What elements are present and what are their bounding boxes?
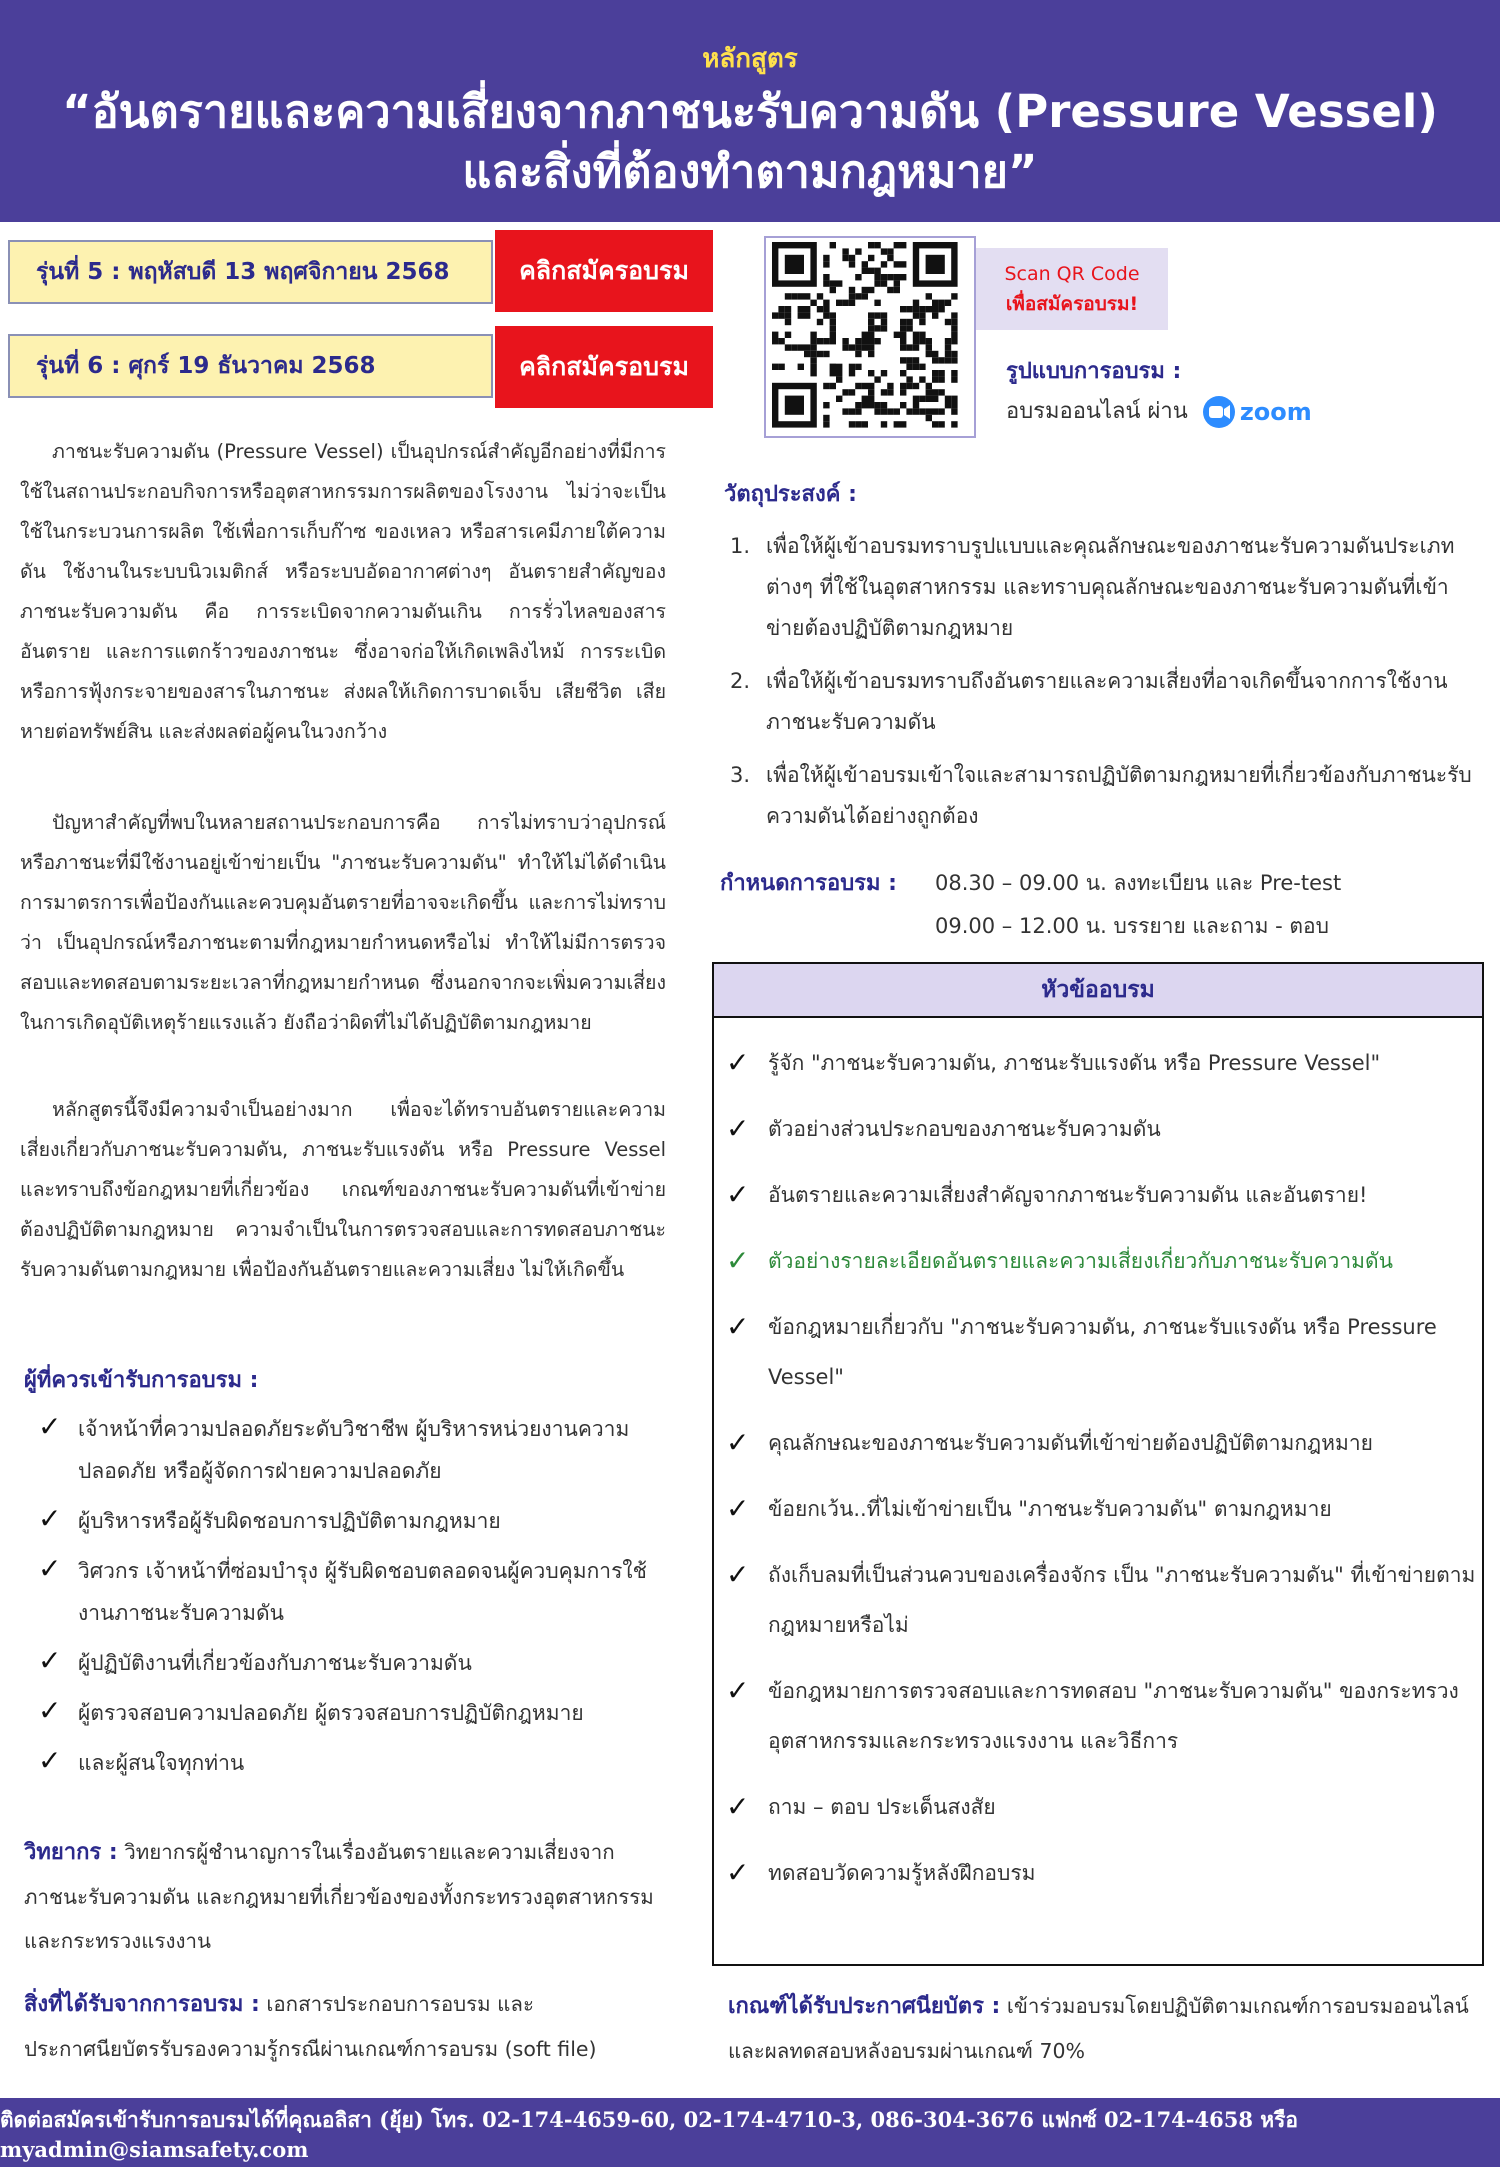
- check-icon: ✓: [726, 1492, 750, 1525]
- list-item: ✓ ผู้ตรวจสอบความปลอดภัย ผู้ตรวจสอบการปฏิบัติกฎหมาย: [24, 1692, 664, 1734]
- session-5: [8, 240, 493, 304]
- check-icon: ✓: [38, 1744, 62, 1777]
- audience-list: [24, 1408, 664, 1784]
- list-item: ✓ ข้อยกเว้น..ที่ไม่เข้าข่ายเป็น "ภาชนะรับความดัน" ตามกฎหมาย: [714, 1484, 1482, 1534]
- objectives-list: [724, 526, 1476, 849]
- list-item: ✓ ข้อกฎหมายเกี่ยวกับ "ภาชนะรับความดัน, ภาชนะรับแรงดัน หรือ Pressure Vessel": [714, 1302, 1482, 1402]
- certificate-label: เกณฑ์ได้รับประกาศนียบัตร :: [728, 1994, 1001, 2019]
- list-item: ✓ วิศวกร เจ้าหน้าที่ซ่อมบำรุง ผู้รับผิดชอบตลอดจนผู้ควบคุมการใช้งานภาชนะรับความดัน: [24, 1550, 664, 1634]
- topics-list: [714, 1018, 1482, 1898]
- title-line-1: “อันตรายและความเสี่ยงจากภาชนะรับความดัน (Pressure Vessel): [62, 85, 1438, 138]
- list-item: ✓ ตัวอย่างส่วนประกอบของภาชนะรับความดัน: [714, 1104, 1482, 1154]
- list-item: ✓ ทดสอบวัดความรู้หลังฝึกอบรม: [714, 1848, 1482, 1898]
- certificate-section: [728, 1984, 1484, 2073]
- check-icon: ✓: [726, 1856, 750, 1889]
- list-item: ✓ อันตรายและความเสี่ยงสำคัญจากภาชนะรับความดัน และอันตราย!: [714, 1170, 1482, 1220]
- training-format-text: อบรมออนไลน์ ผ่าน: [1006, 399, 1188, 424]
- speaker-section: [24, 1830, 664, 1963]
- check-icon: ✓: [38, 1694, 62, 1727]
- qr-caption-line1: Scan QR Code: [1004, 263, 1140, 285]
- schedule-row-1: 08.30 – 09.00 น. ลงทะเบียน และ Pre-test: [935, 871, 1342, 895]
- list-item: ✓ รู้จัก "ภาชนะรับความดัน, ภาชนะรับแรงดัน หรือ Pressure Vessel": [714, 1038, 1482, 1088]
- speaker-text: วิทยากรผู้ชำนาญการในเรื่องอันตรายและความเสี่ยงจากภาชนะรับความดัน และกฎหมายที่เกี่ยวข้องของทั้งกระทรวงอุตสาหกรรมและกระทรวงแรงงาน: [24, 1840, 654, 1953]
- register-button-session-5[interactable]: คลิกสมัครอบรม: [495, 230, 713, 312]
- intro-paragraph-1: ภาชนะรับความดัน (Pressure Vessel) เป็นอุปกรณ์สำคัญอีกอย่างที่มีการใช้ในสถานประกอบกิจการหรืออุตสาหกรรมการผลิตของโรงงาน ไม่ว่าจะเป็นใช้ในกระบวนการผลิต ใช้เพื่อการเก็บก๊าซ ของเหลว หรือสารเคมีภายใต้ความดัน ใช้งานในระบบนิวเมติกส์ หรือระบบอัดอากาศต่างๆ อันตรายสำคัญของภาชนะรับความดัน คือ การระเบิดจากความดันเกิน การรั่วไหลของสารอันตราย และการแตกร้าวของภาชนะ ซึ่งอาจก่อให้เกิดเพลิงไหม้ การระเบิด หรือการฟุ้งกระจายของสารในภาชนะ ส่งผลให้เกิดการบาดเจ็บ เสียชีวิต เสียหายต่อทรัพย์สิน และส่งผลต่อผู้คนในวงกว้าง: [20, 440, 666, 743]
- session-5-label: รุ่นที่ 5 : พฤหัสบดี 13 พฤศจิกายน 2568: [36, 259, 450, 285]
- intro-paragraph-2: ปัญหาสำคัญที่พบในหลายสถานประกอบการคือ การไม่ทราบว่าอุปกรณ์หรือภาชนะที่มีใช้งานอยู่เข้าข่ายเป็น "ภาชนะรับความดัน" ทำให้ไม่ได้ดำเนินการมาตรการเพื่อป้องกันและควบคุมอันตรายที่อาจจะเกิดขึ้น และการไม่ทราบว่า เป็นอุปกรณ์หรือภาชนะตามที่กฎหมายกำหนดหรือไม่ ทำให้ไม่มีการตรวจสอบและทดสอบตามระยะเวลาที่กฎหมายกำหนด ซึ่งนอกจากจะเพิ่มความเสี่ยงในการเกิดอุบัติเหตุร้ายแรงแล้ว ยังถือว่าผิดที่ไม่ได้ปฏิบัติตามกฎหมาย: [20, 811, 666, 1034]
- list-item: ✓ ข้อกฎหมายการตรวจสอบและการทดสอบ "ภาชนะรับความดัน" ของกระทรวงอุตสาหกรรมและกระทรวงแรงงาน และวิธีการ: [714, 1666, 1482, 1766]
- session-6: [8, 334, 493, 398]
- check-icon: ✓: [38, 1552, 62, 1585]
- check-icon: ✓: [38, 1644, 62, 1677]
- check-icon: ✓: [726, 1310, 750, 1343]
- list-item: ✓ ผู้ปฏิบัติงานที่เกี่ยวข้องกับภาชนะรับความดัน: [24, 1642, 664, 1684]
- qr-code[interactable]: [764, 236, 976, 438]
- list-item: ✓ ถังเก็บลมที่เป็นส่วนควบของเครื่องจักร เป็น "ภาชนะรับความดัน" ที่เข้าข่ายตามกฎหมายหรือไม่: [714, 1550, 1482, 1650]
- benefits-text: เอกสารประกอบการอบรม และประกาศนียบัตรรับรองความรู้กรณีผ่านเกณฑ์การอบรม (soft file): [24, 1992, 597, 2061]
- benefits-section: [24, 1982, 664, 2071]
- check-icon: ✓: [726, 1674, 750, 1707]
- intro-paragraph-3: หลักสูตรนี้จึงมีความจำเป็นอย่างมาก เพื่อจะได้ทราบอันตรายและความเสี่ยงเกี่ยวกับภาชนะรับความดัน, ภาชนะรับแรงดัน หรือ Pressure Vessel และทราบถึงข้อกฎหมายที่เกี่ยวข้อง เกณฑ์ของภาชนะรับความดันที่เข้าข่ายต้องปฏิบัติตามกฎหมาย ความจำเป็นในการตรวจสอบและการทดสอบภาชนะรับความดันตามกฎหมาย เพื่อป้องกันอันตรายและความเสี่ยง ไม่ให้เกิดขึ้น: [20, 1098, 666, 1281]
- check-icon: ✓: [726, 1112, 750, 1145]
- check-icon: ✓: [38, 1502, 62, 1535]
- certificate-text: เข้าร่วมอบรมโดยปฏิบัติตามเกณฑ์การอบรมออนไลน์และผลทดสอบหลังอบรมผ่านเกณฑ์ 70%: [728, 1994, 1469, 2063]
- header-banner: [0, 0, 1500, 222]
- list-item: 3. เพื่อให้ผู้เข้าอบรมเข้าใจและสามารถปฏิบัติตามกฎหมายที่เกี่ยวข้องกับภาชนะรับความดันได้อย่างถูกต้อง: [730, 763, 1472, 828]
- benefits-label: สิ่งที่ได้รับจากการอบรม :: [24, 1992, 260, 2017]
- schedule-row-2: 09.00 – 12.00 น. บรรยาย และถาม - ตอบ: [935, 914, 1329, 938]
- check-icon: ✓: [726, 1178, 750, 1211]
- topics-title: หัวข้ออบรม: [714, 964, 1482, 1018]
- objectives-label: วัตถุประสงค์ :: [724, 482, 857, 507]
- list-item: 2. เพื่อให้ผู้เข้าอบรมทราบถึงอันตรายและความเสี่ยงที่อาจเกิดขึ้นจากการใช้งานภาชนะรับความดัน: [730, 669, 1448, 734]
- register-button-session-6[interactable]: คลิกสมัครอบรม: [495, 326, 713, 408]
- list-item: ✓ ตัวอย่างรายละเอียดอันตรายและความเสี่ยงเกี่ยวกับภาชนะรับความดัน: [714, 1236, 1482, 1286]
- contact-text: ติดต่อสมัครเข้ารับการอบรมได้ที่คุณอลิสา (ยุ้ย) โทร. 02-174-4659-60, 02-174-4710-3, 086-304-3676 แฟกซ์ 02-174-4658 หรือ myadmin@siamsafety.com: [0, 2106, 1299, 2162]
- check-icon: ✓: [726, 1244, 750, 1277]
- zoom-wordmark: zoom: [1239, 398, 1312, 426]
- list-item: ✓ เจ้าหน้าที่ความปลอดภัยระดับวิชาชีพ ผู้บริหารหน่วยงานความปลอดภัย หรือผู้จัดการฝ่ายความปลอดภัย: [24, 1408, 664, 1492]
- qr-code-icon: [766, 238, 974, 436]
- check-icon: ✓: [726, 1046, 750, 1079]
- course-title: [60, 82, 1440, 202]
- qr-caption: [976, 248, 1168, 330]
- list-item: ✓ ถาม – ตอบ ประเด็นสงสัย: [714, 1782, 1482, 1832]
- list-item: ✓ คุณลักษณะของภาชนะรับความดันที่เข้าข่ายต้องปฏิบัติตามกฎหมาย: [714, 1418, 1482, 1468]
- schedule-section: [720, 862, 1341, 947]
- list-item: ✓ ผู้บริหารหรือผู้รับผิดชอบการปฏิบัติตามกฎหมาย: [24, 1500, 664, 1542]
- contact-footer: [0, 2098, 1500, 2167]
- audience-label: ผู้ที่ควรเข้ารับการอบรม :: [24, 1368, 259, 1393]
- schedule-label: กำหนดการอบรม :: [720, 871, 897, 896]
- check-icon: ✓: [726, 1790, 750, 1823]
- zoom-logo: [1202, 392, 1312, 432]
- qr-caption-line2: เพื่อสมัครอบรม!: [1005, 293, 1139, 315]
- check-icon: ✓: [38, 1410, 62, 1443]
- course-kicker: หลักสูตร: [702, 44, 798, 74]
- training-format: [1006, 352, 1312, 432]
- check-icon: ✓: [726, 1426, 750, 1459]
- zoom-camera-icon: [1202, 395, 1236, 429]
- list-item: ✓ และผู้สนใจทุกท่าน: [24, 1742, 664, 1784]
- session-6-label: รุ่นที่ 6 : ศุกร์ 19 ธันวาคม 2568: [36, 353, 376, 379]
- title-line-2: และสิ่งที่ต้องทำตามกฎหมาย”: [462, 145, 1038, 198]
- topics-box: [712, 962, 1484, 1966]
- training-format-label: รูปแบบการอบรม :: [1006, 359, 1182, 384]
- list-item: 1. เพื่อให้ผู้เข้าอบรมทราบรูปแบบและคุณลักษณะของภาชนะรับความดันประเภทต่างๆ ที่ใช้ในอุตสาหกรรม และทราบคุณลักษณะของภาชนะรับความดันที่เข้าข่ายต้องปฏิบัติตามกฎหมาย: [730, 534, 1455, 640]
- speaker-label: วิทยากร :: [24, 1840, 118, 1865]
- check-icon: ✓: [726, 1558, 750, 1591]
